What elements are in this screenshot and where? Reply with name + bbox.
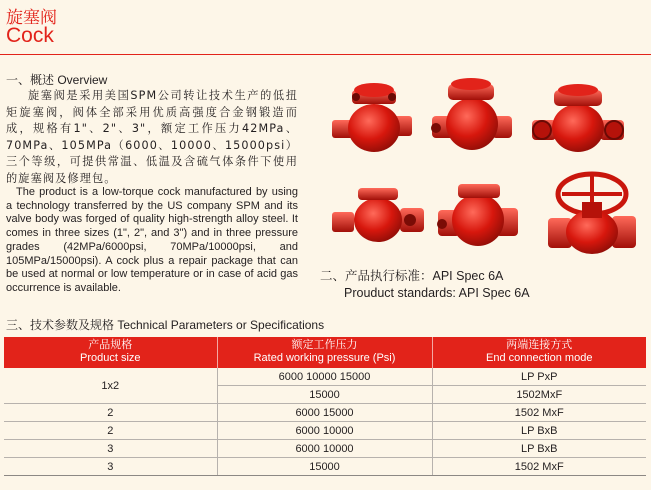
cell-connection: 1502MxF: [432, 386, 646, 404]
table-row: [4, 458, 646, 476]
table-row: [4, 404, 646, 422]
plug-valve-photo-4: [332, 188, 424, 242]
plug-valve-photo-5: [437, 184, 518, 246]
plug-valve-photo-3: [532, 84, 624, 152]
column-header-en: End connection mode: [486, 352, 593, 364]
page-title-cn: 旋塞阀: [6, 8, 57, 28]
cell-pressure: 6000 10000 15000: [217, 368, 432, 386]
cell-connection: LP BxB: [432, 440, 646, 458]
cell-size: 2: [4, 422, 217, 440]
cell-connection: 1502 MxF: [432, 458, 646, 476]
title-divider: [0, 54, 651, 55]
cell-pressure: 6000 10000: [217, 422, 432, 440]
cell-pressure: 15000: [217, 458, 432, 476]
cell-connection: LP BxB: [432, 422, 646, 440]
column-header-cn: 两端连接方式: [506, 339, 573, 351]
cell-connection: LP PxP: [432, 368, 646, 386]
cell-pressure: 6000 10000: [217, 440, 432, 458]
plug-valve-photo-2: [431, 78, 512, 150]
overview-heading: 一、概述 Overview: [6, 73, 108, 87]
specs-heading: 三、技术参数及规格 Technical Parameters or Specifications: [6, 318, 325, 332]
column-header-size: [4, 337, 217, 368]
standard-heading-en: Prouduct standards: API Spec 6A: [344, 286, 530, 300]
plug-valve-photo-1: [332, 83, 412, 152]
spec-table-header: [4, 337, 646, 368]
plug-valve-photo-6: [548, 174, 636, 254]
column-header-pressure: [217, 337, 432, 368]
column-header-cn: 额定工作压力: [291, 339, 358, 351]
column-header-en: Product size: [79, 352, 141, 364]
spec-table: [4, 337, 646, 476]
cell-size: 3: [4, 458, 217, 476]
standard-heading-cn: 二、产品执行标准：API Spec 6A: [320, 269, 504, 283]
overview-text-cn: 旋塞阀是采用美国SPM公司转让技术生产的低扭矩旋塞阀，阀体全部采用优质高强度合金钢锻造而成，规格有1"、2"、3"，额定工作压力42MPa、70MPa、105MPa（6000、10000、15000psi）三个等级，可提供常温、低温及含硫气体条件下使用的旋塞阀及修理包。: [6, 89, 298, 185]
cell-size: 2: [4, 404, 217, 422]
cell-size: 1x2: [4, 368, 217, 404]
column-header-connection: [432, 337, 646, 368]
column-header-en: Rated working pressure (Psi): [253, 352, 396, 364]
table-row: [4, 440, 646, 458]
product-photos: [330, 76, 650, 260]
cell-connection: 1502 MxF: [432, 404, 646, 422]
cell-pressure: 6000 15000: [217, 404, 432, 422]
page-title-en: Cock: [6, 24, 54, 47]
table-row: [4, 422, 646, 440]
overview-text-en: The product is a low-torque cock manufactured by using a technology transferred by the US company SPM and its valve body was forged of quality high-strength alloy steel. It comes in three sizes (1", 2", and 3") and in three pressure grades (42MPa/6000psi, 70MPa/10000psi, and 105MPa/15000psi). A cock plus a repair package that can be used at normal or low temperature or in case of acid gas occurrence is available.: [6, 186, 298, 294]
cell-size: 3: [4, 440, 217, 458]
column-header-cn: 产品规格: [88, 339, 133, 351]
cell-pressure: 15000: [217, 386, 432, 404]
table-row: [4, 368, 646, 386]
